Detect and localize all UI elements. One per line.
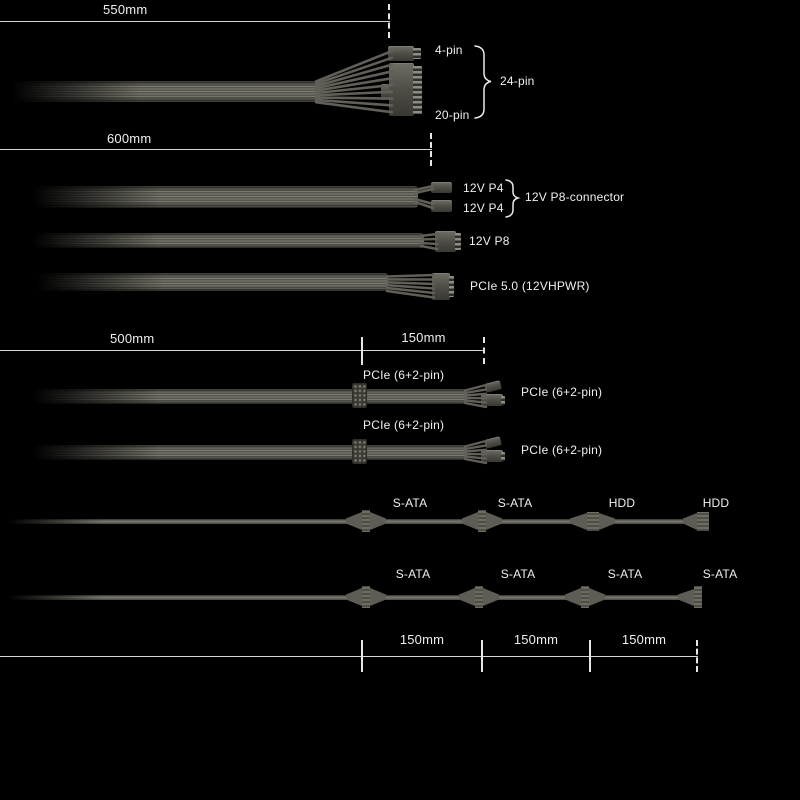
label-pcie-b-inline: PCIe (6+2-pin)	[363, 418, 445, 432]
label-pcie-a-inline: PCIe (6+2-pin)	[363, 368, 445, 382]
cpu-p8-cable-ribbon	[20, 233, 424, 248]
pcie-a-end-6pin-connector	[481, 394, 503, 406]
label-pcie-b-end: PCIe (6+2-pin)	[521, 443, 603, 457]
label-peripheral-b-2: S-ATA	[500, 567, 536, 581]
atx-connector-latch	[381, 84, 389, 100]
pcie5-connector-pins	[449, 276, 454, 297]
atx-20pin-connector-pins	[413, 66, 422, 114]
measurement-tick-cpu	[430, 133, 432, 166]
cpu-p4-upper-connector	[431, 182, 452, 193]
cpu-p4-lower-connector	[431, 200, 452, 212]
cpu-split-cable-ribbon	[20, 186, 418, 208]
label-pcie5: PCIe 5.0 (12VHPWR)	[470, 279, 590, 293]
measurement-label-pcie-main: 500mm	[110, 331, 155, 346]
pcie5-cable-ribbon	[25, 273, 388, 291]
brace-12v-p8	[506, 180, 518, 217]
pcie-a-end-connector-pins	[501, 396, 505, 405]
label-peripheral-a-1: S-ATA	[392, 496, 428, 510]
measurement-tick-atx	[388, 4, 390, 38]
pcie-b-cable-ribbon	[20, 445, 467, 460]
pcie-b-end-connector-pins	[501, 452, 505, 461]
label-peripheral-b-4: S-ATA	[702, 567, 738, 581]
measurement-line-pcie	[0, 350, 485, 351]
measurement-tick-pcie-end	[483, 337, 485, 364]
label-pcie-a-end: PCIe (6+2-pin)	[521, 385, 603, 399]
label-peripheral-a-4: HDD	[702, 496, 730, 510]
pcie-a-inline-connector	[352, 383, 367, 408]
label-peripheral-a-2: S-ATA	[497, 496, 533, 510]
label-peripheral-b-1: S-ATA	[395, 567, 431, 581]
measurement-line-cpu	[0, 149, 432, 150]
cpu-p8-connector-pins	[455, 233, 461, 250]
atx-wire-fan	[316, 51, 392, 112]
atx-20pin-connector	[389, 63, 414, 116]
atx-4pin-connector	[388, 46, 414, 61]
measurement-label-atx: 550mm	[103, 2, 148, 17]
label-12v-p8: 12V P8	[469, 234, 510, 248]
label-12v-p4-lower: 12V P4	[463, 201, 504, 215]
label-atx-4pin: 4-pin	[435, 43, 463, 57]
label-peripheral-b-3: S-ATA	[607, 567, 643, 581]
measurement-line-peripheral	[0, 656, 698, 657]
cpu-p8-connector	[435, 231, 456, 252]
pcie-a-end-2pin-connector	[484, 380, 502, 393]
pcie-a-cable-ribbon	[20, 389, 467, 404]
measurement-label-pcie-ext: 150mm	[401, 330, 446, 345]
pcie-b-end-6pin-connector	[481, 450, 503, 462]
label-atx-24pin: 24-pin	[500, 74, 535, 88]
label-peripheral-a-3: HDD	[608, 496, 636, 510]
measurement-label-peripheral-1: 150mm	[399, 632, 445, 647]
measurement-label-peripheral-3: 150mm	[621, 632, 667, 647]
pcie5-wire-fan	[387, 275, 434, 298]
pcie-b-end-2pin-connector	[484, 436, 502, 449]
measurement-label-cpu: 600mm	[107, 131, 152, 146]
brace-24pin	[475, 46, 491, 118]
pcie5-connector	[432, 273, 450, 300]
label-12v-p4-upper: 12V P4	[463, 181, 504, 195]
atx-4pin-connector-pins	[413, 48, 421, 59]
peripheral-a-cable	[8, 519, 702, 524]
measurement-tick-pcie-mid	[361, 337, 363, 365]
label-atx-20pin: 20-pin	[435, 108, 470, 122]
atx-cable-ribbon	[0, 81, 320, 102]
pcie-b-inline-connector	[352, 439, 367, 464]
measurement-label-peripheral-2: 150mm	[513, 632, 559, 647]
measurement-line-atx	[0, 21, 390, 22]
label-12v-p8-connector: 12V P8-connector	[525, 190, 625, 204]
peripheral-b-cable	[8, 595, 696, 600]
